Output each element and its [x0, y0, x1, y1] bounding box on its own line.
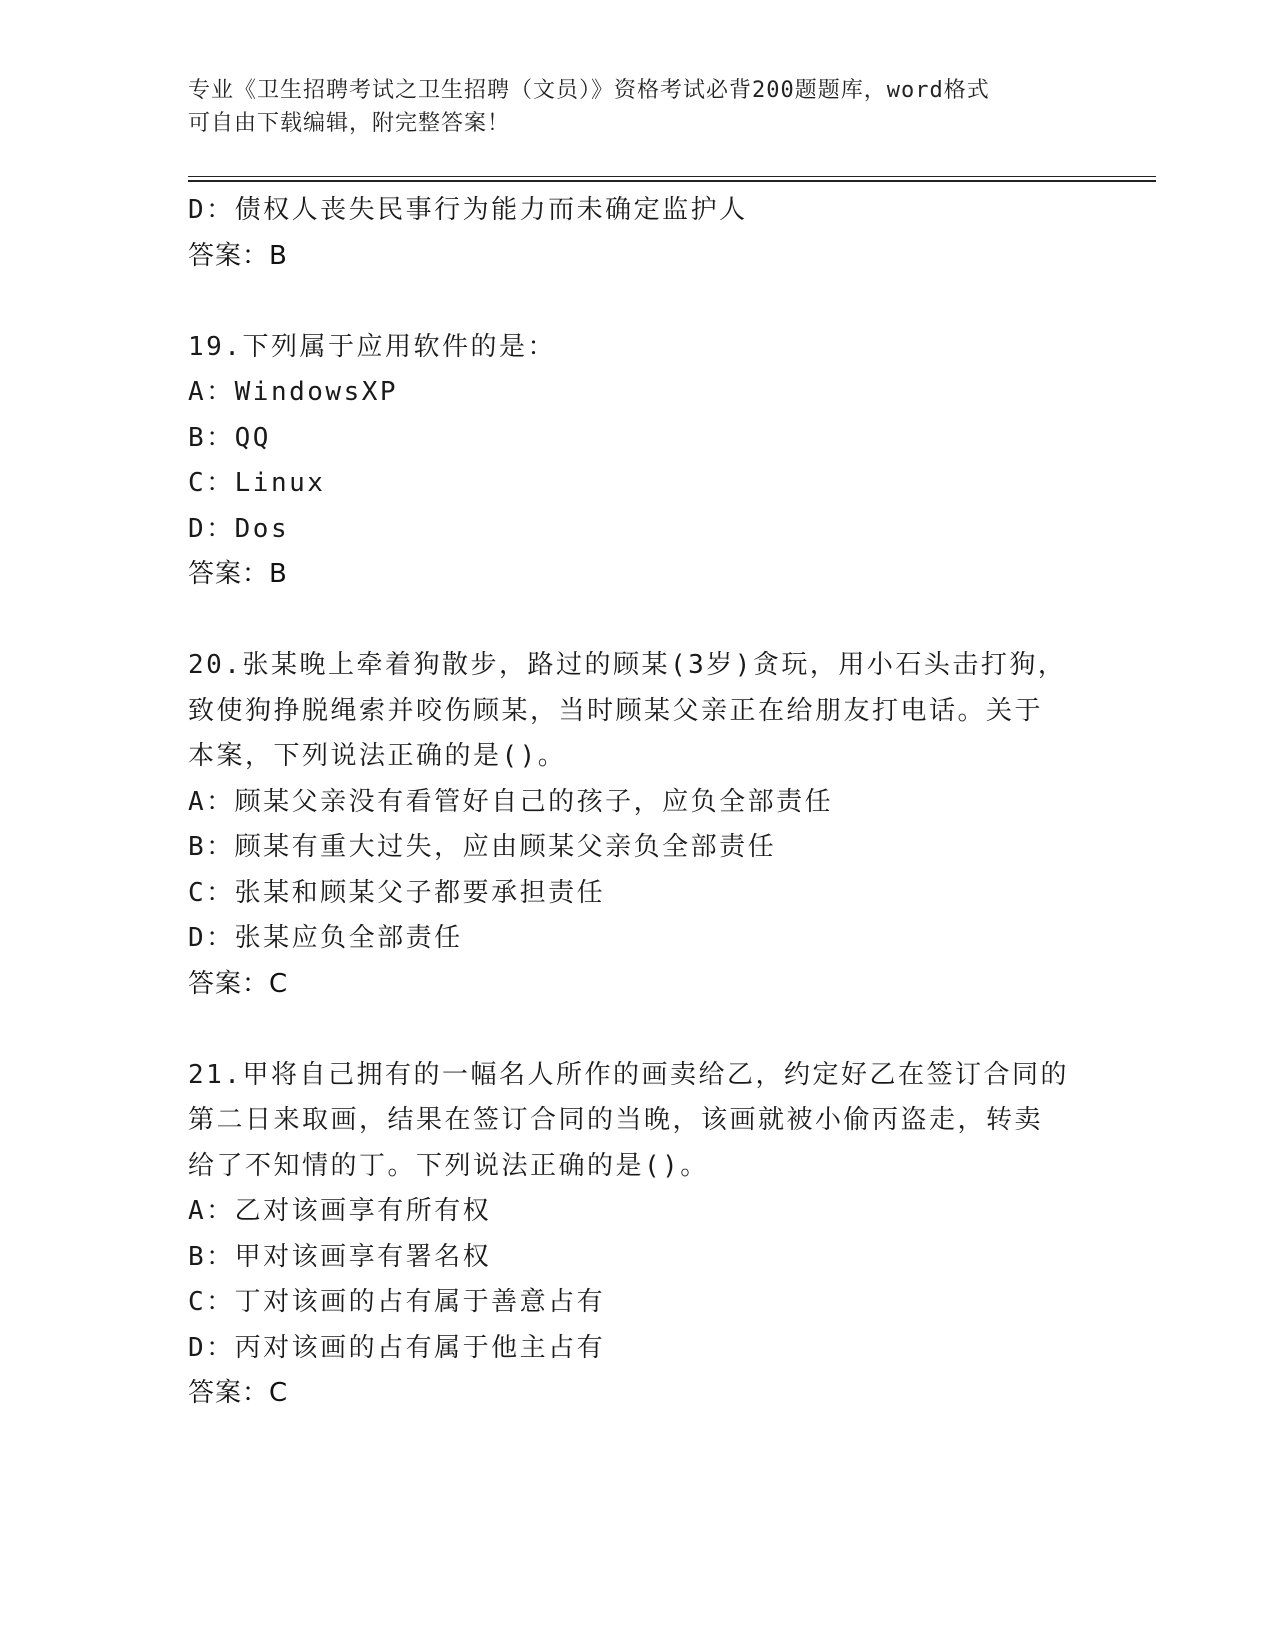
question-stem-line: 20.张某晚上牵着狗散步，路过的顾某(3岁)贪玩，用小石头击打狗， [188, 650, 1067, 680]
question-stem-line: 致使狗挣脱绳索并咬伤顾某，当时顾某父亲正在给朋友打电话。关于 [188, 695, 1044, 726]
answer-line: 答案：B [188, 240, 288, 271]
spacer [188, 1007, 1088, 1053]
answer-line: 答案：C [188, 1378, 289, 1408]
option-a: A：乙对该画享有所有权 [188, 1196, 492, 1226]
option-b: B：甲对该画享有署名权 [188, 1241, 492, 1272]
page-header [188, 74, 1068, 140]
option-d: D：丙对该画的占有属于他主占有 [188, 1332, 606, 1363]
option-d: D：张某应负全部责任 [188, 923, 463, 953]
spacer [188, 598, 1088, 644]
answer-line: 答案：C [188, 968, 289, 999]
option-b: B：QQ [188, 422, 271, 453]
prev-question-block [188, 188, 1088, 279]
question-21 [188, 1053, 1088, 1417]
question-19 [188, 325, 1088, 598]
document-body [188, 188, 1088, 1417]
question-stem-line: 给了不知情的丁。下列说法正确的是()。 [188, 1150, 709, 1181]
header-line-2: 可自由下载编辑，附完整答案！ [188, 111, 511, 136]
option-d: D：债权人丧失民事行为能力而未确定监护人 [188, 195, 748, 225]
answer-line: 答案：B [188, 559, 288, 589]
question-20 [188, 643, 1088, 1007]
header-divider-thick [188, 180, 1156, 182]
spacer [188, 279, 1088, 325]
header-line-1: 专业《卫生招聘考试之卫生招聘（文员）》资格考试必背200题题库，word格式 [188, 78, 990, 103]
question-stem: 19.下列属于应用软件的是： [188, 331, 556, 362]
option-b: B：顾某有重大过失，应由顾某父亲负全部责任 [188, 832, 777, 862]
option-c: C：丁对该画的占有属于善意占有 [188, 1287, 606, 1317]
header-divider-thin [188, 176, 1156, 177]
option-d: D：Dos [188, 513, 290, 544]
question-stem-line: 本案，下列说法正确的是()。 [188, 741, 567, 771]
option-a: A：WindowsXP [188, 377, 399, 407]
question-stem-line: 21.甲将自己拥有的一幅名人所作的画卖给乙，约定好乙在签订合同的 [188, 1059, 1069, 1090]
option-c: C：张某和顾某父子都要承担责任 [188, 877, 606, 908]
option-a: A：顾某父亲没有看管好自己的孩子，应负全部责任 [188, 786, 834, 817]
option-c: C：Linux [188, 468, 326, 498]
question-stem-line: 第二日来取画，结果在签订合同的当晚，该画就被小偷丙盗走，转卖 [188, 1105, 1044, 1135]
